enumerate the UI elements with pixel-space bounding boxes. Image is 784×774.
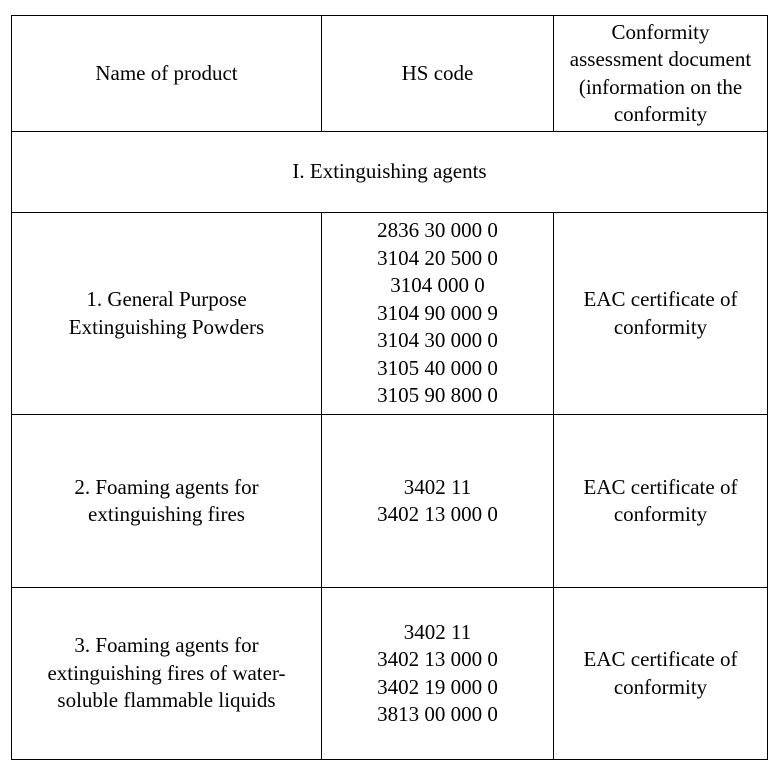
hs-code: 3105 90 800 0 — [377, 383, 498, 408]
product-name-line: Extinguishing Powders — [68, 314, 265, 339]
header-name-of-product — [12, 16, 322, 132]
header-conformity-line: (information on the — [578, 74, 743, 99]
conformity-cell — [554, 415, 768, 588]
hs-code: 3813 00 000 0 — [377, 702, 498, 726]
product-name-cell — [12, 415, 322, 588]
product-name-line: 2. Foaming agents for — [74, 474, 259, 499]
hs-code: 3402 13 000 0 — [377, 502, 498, 526]
hs-code: 2836 30 000 0 — [377, 218, 498, 243]
hs-code-cell — [322, 213, 554, 415]
hs-code-cell — [322, 415, 554, 588]
header-name-text: Name of product — [95, 60, 238, 85]
table-row — [12, 415, 768, 588]
header-hs-code — [322, 16, 554, 132]
conformity-line: conformity — [613, 502, 708, 526]
product-name-line: extinguishing fires of water- — [47, 660, 286, 685]
hs-code: 3104 90 000 9 — [377, 300, 498, 325]
conformity-line: EAC certificate of — [583, 647, 738, 671]
conformity-cell — [554, 213, 768, 415]
hs-code: 3104 000 0 — [390, 273, 485, 298]
header-conformity-line: assessment document — [569, 47, 752, 71]
conformity-line: conformity — [613, 314, 708, 339]
header-conformity-line: conformity — [613, 102, 708, 126]
header-row — [12, 16, 768, 132]
hs-code: 3402 19 000 0 — [377, 674, 498, 699]
product-name-line: extinguishing fires — [88, 502, 245, 526]
product-name-line: 1. General Purpose — [86, 287, 247, 311]
product-name-line: 3. Foaming agents for — [74, 633, 259, 658]
conformity-line: EAC certificate of — [583, 287, 738, 311]
header-conformity-line: Conformity — [611, 19, 710, 44]
section-row — [12, 132, 768, 213]
hs-code: 3402 13 000 0 — [377, 647, 498, 671]
hs-code: 3104 20 500 0 — [377, 245, 498, 270]
conformity-cell — [554, 588, 768, 760]
product-name-cell — [12, 213, 322, 415]
header-conformity-document — [554, 16, 768, 132]
section-title — [12, 132, 768, 213]
section-title-text: I. Extinguishing agents — [292, 159, 487, 184]
hs-code: 3402 11 — [403, 619, 472, 644]
hs-code: 3402 11 — [403, 474, 472, 499]
conformity-line: EAC certificate of — [583, 474, 738, 499]
table-row — [12, 588, 768, 760]
conformity-line: conformity — [613, 674, 708, 699]
header-hs-code-text: HS code — [401, 60, 474, 85]
hs-code: 3104 30 000 0 — [377, 328, 498, 353]
product-table — [11, 15, 768, 760]
product-name-line: soluble flammable liquids — [57, 688, 276, 713]
hs-code: 3105 40 000 0 — [377, 355, 498, 380]
hs-code-cell — [322, 588, 554, 760]
table-row — [12, 213, 768, 415]
product-name-cell — [12, 588, 322, 760]
